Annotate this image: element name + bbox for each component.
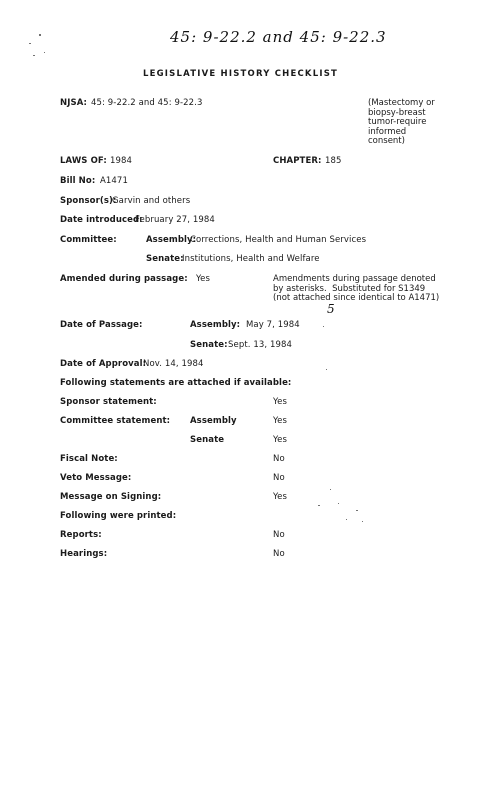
scan-speck — [326, 369, 327, 370]
bill-no-label: Bill No: — [60, 176, 96, 186]
date-introduced-label: Date introduced: — [60, 215, 143, 225]
reports-value: No — [273, 530, 285, 540]
scan-speck — [44, 52, 45, 53]
passage-senate-label: Senate: — [190, 340, 228, 350]
fiscal-note-value: No — [273, 454, 285, 464]
sponsors-label: Sponsor(s): — [60, 196, 117, 206]
committee-assembly-label: Assembly: — [146, 235, 197, 245]
scan-speck — [318, 505, 320, 506]
attached-statements-heading: Following statements are attached if available: — [60, 378, 292, 388]
scan-speck — [330, 489, 331, 490]
njsa-value: 45: 9-22.2 and 45: 9-22.3 — [91, 98, 203, 108]
sponsor-statement-label: Sponsor statement: — [60, 397, 157, 407]
date-of-passage-label: Date of Passage: — [60, 320, 143, 330]
scan-speck — [338, 503, 339, 504]
committee-senate-label: Senate: — [146, 254, 184, 264]
hearings-label: Hearings: — [60, 549, 108, 559]
veto-message-label: Veto Message: — [60, 473, 132, 483]
amended-label: Amended during passage: — [60, 274, 188, 284]
printed-heading: Following were printed: — [60, 511, 177, 521]
passage-assembly-label: Assembly: — [190, 320, 241, 330]
margin-mark: 5 — [327, 302, 336, 316]
scan-speck — [39, 34, 41, 36]
laws-of-value: 1984 — [110, 156, 133, 166]
signing-message-value: Yes — [273, 492, 288, 502]
passage-senate-value: Sept. 13, 1984 — [228, 340, 293, 350]
committee-statement-assembly-label: Assembly — [190, 416, 237, 426]
reports-label: Reports: — [60, 530, 102, 540]
passage-assembly-value: May 7, 1984 — [246, 320, 300, 330]
amended-value: Yes — [196, 274, 211, 284]
veto-message-value: No — [273, 473, 285, 483]
committee-statement-senate-value: Yes — [273, 435, 288, 445]
scan-speck — [29, 43, 31, 44]
committee-statement-senate-label: Senate — [190, 435, 225, 445]
committee-statement-label: Committee statement: — [60, 416, 171, 426]
amendment-note: Amendments during passage denoted by asterisks. Substituted for S1349 (not attached since identical to A1471) — [273, 274, 440, 303]
scan-speck — [362, 521, 363, 522]
signing-message-label: Message on Signing: — [60, 492, 162, 502]
committee-label: Committee: — [60, 235, 117, 245]
fiscal-note-label: Fiscal Note: — [60, 454, 118, 464]
date-of-approval-label: Date of Approval: — [60, 359, 147, 369]
hearings-value: No — [273, 549, 285, 559]
chapter-value: 185 — [325, 156, 342, 166]
committee-senate-value: Institutions, Health and Welfare — [182, 254, 320, 264]
scan-speck — [346, 519, 347, 520]
date-introduced-value: February 27, 1984 — [135, 215, 215, 225]
committee-statement-assembly-value: Yes — [273, 416, 288, 426]
date-of-approval-value: Nov. 14, 1984 — [143, 359, 204, 369]
handwritten-statute-header: 45: 9-22.2 and 45: 9-22.3 — [170, 28, 387, 46]
page-title: LEGISLATIVE HISTORY CHECKLIST — [143, 69, 339, 79]
sponsors-value: Garvin and others — [112, 196, 191, 206]
chapter-label: CHAPTER: — [273, 156, 322, 166]
scan-speck — [33, 55, 35, 56]
committee-assembly-value: Corrections, Health and Human Services — [190, 235, 367, 245]
njsa-label: NJSA: — [60, 98, 88, 108]
scan-speck — [323, 326, 324, 327]
subject-note: (Mastectomy or biopsy-breast tumor-require informed consent) — [368, 98, 435, 146]
scan-speck — [356, 510, 358, 511]
sponsor-statement-value: Yes — [273, 397, 288, 407]
laws-of-label: LAWS OF: — [60, 156, 107, 166]
bill-no-value: A1471 — [100, 176, 128, 186]
